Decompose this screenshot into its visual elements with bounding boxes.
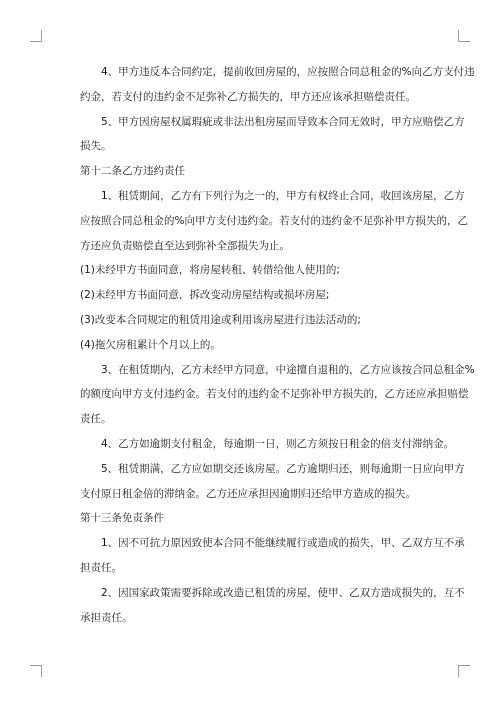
paragraph-line: 的额度向甲方支付违约金。若支付的违约金不足弥补甲方损失的，乙方还应承担赔偿 <box>80 388 469 401</box>
paragraph-line: 5、甲方因房屋权属瑕疵或非法出租房屋而导致本合同无效时，甲方应赔偿乙方 <box>101 115 465 128</box>
paragraph-line: 应按照合同总租金的%向甲方支付违约金。若支付的违约金不足弥补甲方损失的，乙 <box>80 214 468 227</box>
section-heading-article-13: 第十三条免责条件 <box>80 512 164 525</box>
paragraph-line: 3、在租赁期内，乙方未经甲方同意，中途擅自退租的，乙方应该按合同总租金% <box>101 363 475 376</box>
list-item-1-sublet: (1)未经甲方书面同意，将房屋转租、转借给他人使用的; <box>80 264 340 277</box>
paragraph-line: 1、因不可抗力原因致使本合同不能继续履行或造成的损失，甲、乙双方互不承 <box>101 537 465 550</box>
list-item-2-alter-structure: (2)未经甲方书面同意，拆改变动房屋结构或损坏房屋; <box>80 289 330 302</box>
paragraph-2-government-policy <box>80 581 465 631</box>
paragraph-line: 损失。 <box>80 140 112 153</box>
crop-mark-bottom-left <box>30 665 42 677</box>
paragraph-line: 5、租赁期满，乙方应如期交还该房屋。乙方逾期归还，则每逾期一日应向甲方 <box>101 462 465 475</box>
paragraph-5-landlord-title-defect <box>80 110 465 160</box>
document-body <box>80 60 475 630</box>
paragraph-4-landlord-early-repossession <box>80 60 475 110</box>
paragraph-1-tenant-breach <box>80 184 468 258</box>
paragraph-line: 约金，若支付的违约金不足弥补乙方损失的，甲方还应该承担赔偿责任。 <box>80 90 416 103</box>
paragraph-3-early-termination <box>80 358 475 432</box>
paragraph-line: 1、租赁期间，乙方有下列行为之一的，甲方有权终止合同，收回该房屋，乙方 <box>101 189 465 202</box>
paragraph-line: 4、乙方如逾期支付租金，每逾期一日，则乙方须按日租金的倍支付滞纳金。 <box>101 437 455 450</box>
crop-mark-bottom-right <box>458 665 470 677</box>
paragraph-line: 4、甲方违反本合同约定，提前收回房屋的，应按照合同总租金的%向乙方支付违 <box>101 66 475 78</box>
paragraph-line: 承担责任。 <box>80 611 133 624</box>
crop-mark-top-left <box>30 30 42 42</box>
paragraph-5-lease-expiry <box>80 457 465 507</box>
paragraph-line: 支付原日租金倍的滞纳金。乙方还应承担因逾期归还给甲方造成的损失。 <box>80 487 416 500</box>
paragraph-4-late-rent <box>80 432 455 457</box>
paragraph-line: 2、因国家政策需要拆除或改造已租赁的房屋，使甲、乙双方造成损失的，互不 <box>101 586 465 599</box>
crop-mark-top-right <box>458 30 470 42</box>
paragraph-line: 担责任。 <box>80 561 122 574</box>
list-item-4-rent-arrears: (4)拖欠房租累计个月以上的。 <box>80 338 221 351</box>
list-item-3-change-use: (3)改变本合同规定的租赁用途或利用该房屋进行违法活动的; <box>80 313 361 326</box>
section-heading-article-12: 第十二条乙方违约责任 <box>80 165 185 178</box>
paragraph-line: 方还应负责赔偿直至达到弥补全部损失为止。 <box>80 239 290 252</box>
paragraph-line: 责任。 <box>80 413 112 426</box>
paragraph-1-force-majeure <box>80 531 465 581</box>
